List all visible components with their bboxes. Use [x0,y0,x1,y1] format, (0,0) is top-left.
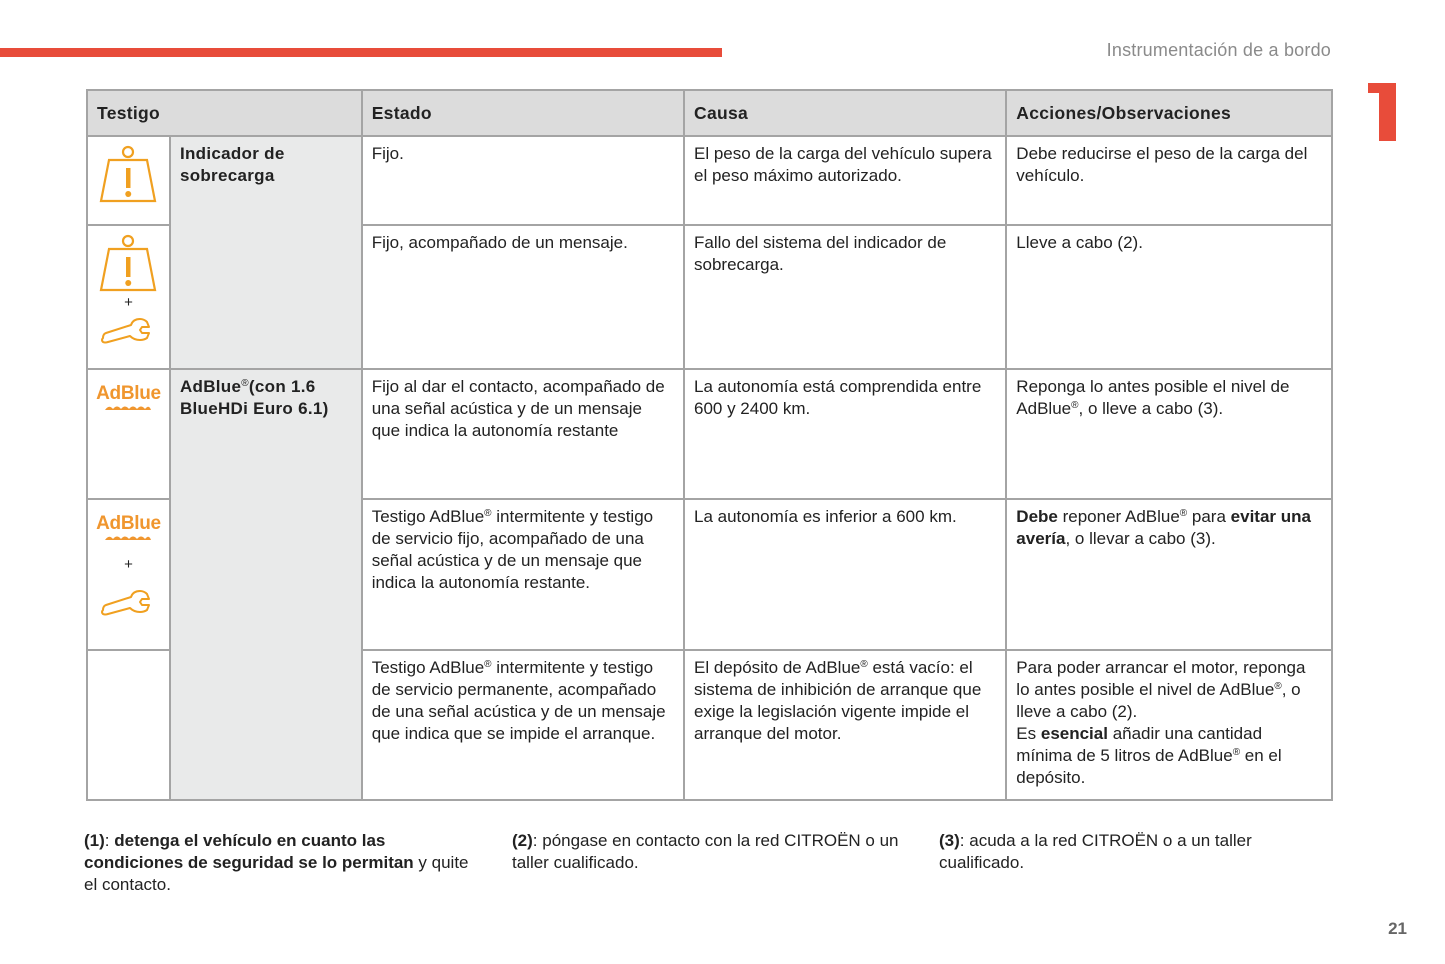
page-number: 21 [1388,919,1407,938]
acciones-cell: Para poder arrancar el motor, reponga lo antes posible el nivel de AdBlue®, o lleve a cabo (2). Es esencial añadir una cantidad mínima de 5 litros de AdBlue® en el depósito. [1006,650,1332,800]
plus-sign: + [124,556,133,573]
column-header-estado: Estado [362,90,684,136]
footnote-3: (3): acuda a la red CITROËN o a un taller cualificado. [939,831,1252,872]
header-accent-bar [0,48,722,57]
estado-cell: Testigo AdBlue® intermitente y testigo de servicio permanente, acompañado de una señal acústica y de un mensaje que indica que se impide el arranque. [362,650,684,800]
table-row [87,369,1332,499]
causa-cell: El depósito de AdBlue® está vacío: el sistema de inhibición de arranque que exige la legislación vigente impide el arranque del motor. [684,650,1006,800]
footnote-1: (1): detenga el vehículo en cuanto las condiciones de seguridad se lo permitan y quite el contacto. [84,831,469,894]
chapter-number-badge [1368,83,1396,141]
acciones-cell: Debe reponer AdBlue® para evitar una avería, o llevar a cabo (3). [1006,499,1332,650]
footnote-2: (2): póngase en contacto con la red CITROËN o un taller cualificado. [512,831,899,872]
overload-weight-icon [99,234,157,292]
icon-cell [87,499,170,650]
section-title: Instrumentación de a bordo [1106,40,1331,60]
table-header-row [87,90,1332,136]
adblue-icon-label: AdBlue [96,383,161,404]
causa-cell: El peso de la carga del vehículo supera el peso máximo autorizado. [684,136,1006,225]
adblue-icon: AdBlue [96,513,161,534]
acciones-cell: Reponga lo antes posible el nivel de AdBlue®, o lleve a cabo (3). [1006,369,1332,499]
column-header-acciones: Acciones/Observaciones [1006,90,1332,136]
acciones-cell: Debe reducirse el peso de la carga del vehículo. [1006,136,1332,225]
wrench-service-icon [100,316,156,344]
icon-cell-empty [87,650,170,800]
column-header-causa: Causa [684,90,1006,136]
estado-cell: Fijo. [362,136,684,225]
warning-lights-table [86,89,1333,801]
acciones-cell: Lleve a cabo (2). [1006,225,1332,369]
wrench-service-icon [100,588,156,616]
adblue-icon [88,370,169,412]
column-header-testigo: Testigo [87,90,362,136]
icon-cell [87,136,170,225]
causa-cell: Fallo del sistema del indicador de sobrecarga. [684,225,1006,369]
overload-weight-icon [99,145,157,203]
adblue-wave-icon [103,534,153,542]
testigo-name-adblue: AdBlue®(con 1.6 BlueHDi Euro 6.1) [170,369,362,800]
causa-cell: La autonomía es inferior a 600 km. [684,499,1006,650]
estado-cell: Fijo al dar el contacto, acompañado de una señal acústica y de un mensaje que indica la autonomía restante [362,369,684,499]
estado-cell: Testigo AdBlue® intermitente y testigo de servicio fijo, acompañado de una señal acústica y de un mensaje que indica la autonomía restante. [362,499,684,650]
table-row [87,136,1332,225]
plus-sign: + [124,294,133,311]
icon-cell [87,225,170,369]
icon-cell [87,369,170,499]
adblue-wave-icon [103,404,153,412]
testigo-name-overload: Indicador de sobrecarga [170,136,362,369]
estado-cell: Fijo, acompañado de un mensaje. [362,225,684,369]
causa-cell: La autonomía está comprendida entre 600 y 2400 km. [684,369,1006,499]
